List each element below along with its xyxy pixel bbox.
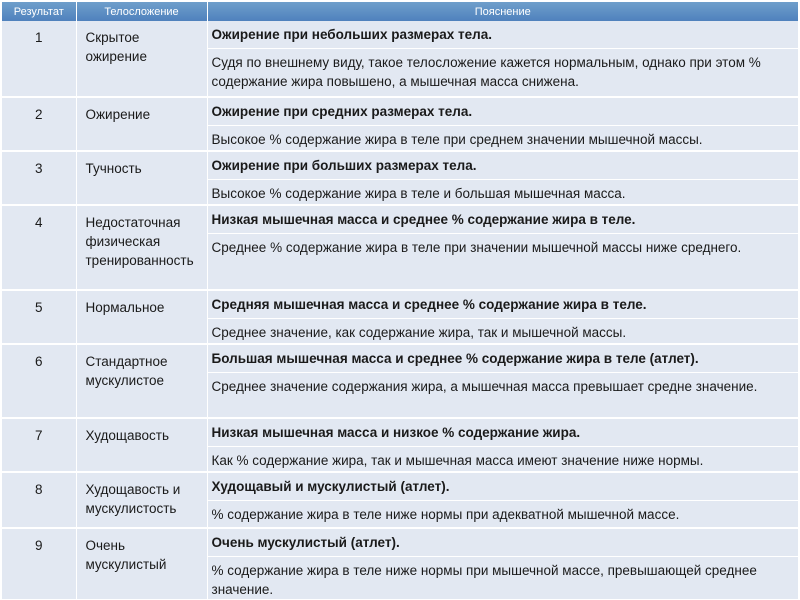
column-header-result: Результат — [2, 2, 76, 21]
table-header-row — [2, 2, 798, 21]
explanation-summary: Низкая мышечная масса и среднее % содержание жира в теле. — [208, 206, 799, 234]
physique-type: Нормальное — [76, 290, 207, 344]
physique-type: Очень мускулистый — [76, 528, 207, 599]
table-row — [2, 290, 798, 344]
column-header-explanation: Пояснение — [207, 2, 798, 21]
physique-type: Стандартное мускулистое — [76, 344, 207, 418]
body-composition-table-wrapper — [2, 2, 798, 598]
explanation-detail: Высокое % содержание жира в теле при среднем значении мышечной массы. — [211, 132, 703, 147]
explanation-cell — [207, 418, 798, 472]
physique-type: Скрытое ожирение — [76, 21, 207, 97]
explanation-cell — [207, 472, 798, 528]
explanation-detail: Как % содержание жира, так и мышечная масса имеют значение ниже нормы. — [211, 453, 704, 468]
explanation-cell — [207, 151, 798, 205]
explanation-summary: Низкая мышечная масса и низкое % содержание жира. — [208, 419, 799, 447]
table-row — [2, 21, 798, 97]
table-row — [2, 151, 798, 205]
column-header-physique: Телосложение — [76, 2, 207, 21]
row-number: 3 — [2, 151, 76, 205]
table-row — [2, 205, 798, 290]
explanation-summary: Очень мускулистый (атлет). — [208, 529, 799, 557]
explanation-detail: Высокое % содержание жира в теле и большая мышечная масса. — [211, 186, 626, 201]
explanation-cell — [207, 97, 798, 151]
row-number: 7 — [2, 418, 76, 472]
explanation-cell — [207, 205, 798, 290]
table-row — [2, 344, 798, 418]
explanation-detail: Среднее % содержание жира в теле при значении мышечной массы ниже среднего. — [211, 240, 742, 255]
explanation-summary: Ожирение при средних размерах тела. — [208, 98, 799, 126]
explanation-cell — [207, 344, 798, 418]
row-number: 9 — [2, 528, 76, 599]
table-row — [2, 97, 798, 151]
explanation-cell — [207, 528, 798, 599]
explanation-detail: Среднее значение содержания жира, а мышечная масса превышает средне значение. — [211, 379, 758, 394]
physique-type: Ожирение — [76, 97, 207, 151]
explanation-summary: Большая мышечная масса и среднее % содержание жира в теле (атлет). — [208, 345, 799, 373]
explanation-detail: % содержание жира в теле ниже нормы при мышечной массе, превышающей среднее значение. — [211, 563, 757, 597]
row-number: 8 — [2, 472, 76, 528]
explanation-cell — [207, 290, 798, 344]
explanation-summary: Средняя мышечная масса и среднее % содержание жира в теле. — [208, 291, 799, 319]
table-row — [2, 528, 798, 599]
physique-type: Недостаточная физическая тренированность — [76, 205, 207, 290]
explanation-summary: Худощавый и мускулистый (атлет). — [208, 473, 799, 501]
row-number: 4 — [2, 205, 76, 290]
row-number: 2 — [2, 97, 76, 151]
explanation-summary: Ожирение при небольших размерах тела. — [208, 21, 799, 49]
row-number: 5 — [2, 290, 76, 344]
table-row — [2, 472, 798, 528]
explanation-detail: Судя по внешнему виду, такое телосложение кажется нормальным, однако при этом % содержание жира повышено, а мышечная масса снижена. — [211, 55, 761, 89]
row-number: 6 — [2, 344, 76, 418]
physique-type: Худощавость — [76, 418, 207, 472]
explanation-detail: % содержание жира в теле ниже нормы при адекватной мышечной массе. — [211, 507, 680, 522]
table-row — [2, 418, 798, 472]
physique-type: Тучность — [76, 151, 207, 205]
explanation-cell — [207, 21, 798, 97]
explanation-detail: Среднее значение, как содержание жира, так и мышечной массы. — [211, 325, 627, 340]
physique-type: Худощавость и мускулистость — [76, 472, 207, 528]
body-composition-table — [2, 2, 798, 599]
row-number: 1 — [2, 21, 76, 97]
explanation-summary: Ожирение при больших размерах тела. — [208, 152, 799, 180]
